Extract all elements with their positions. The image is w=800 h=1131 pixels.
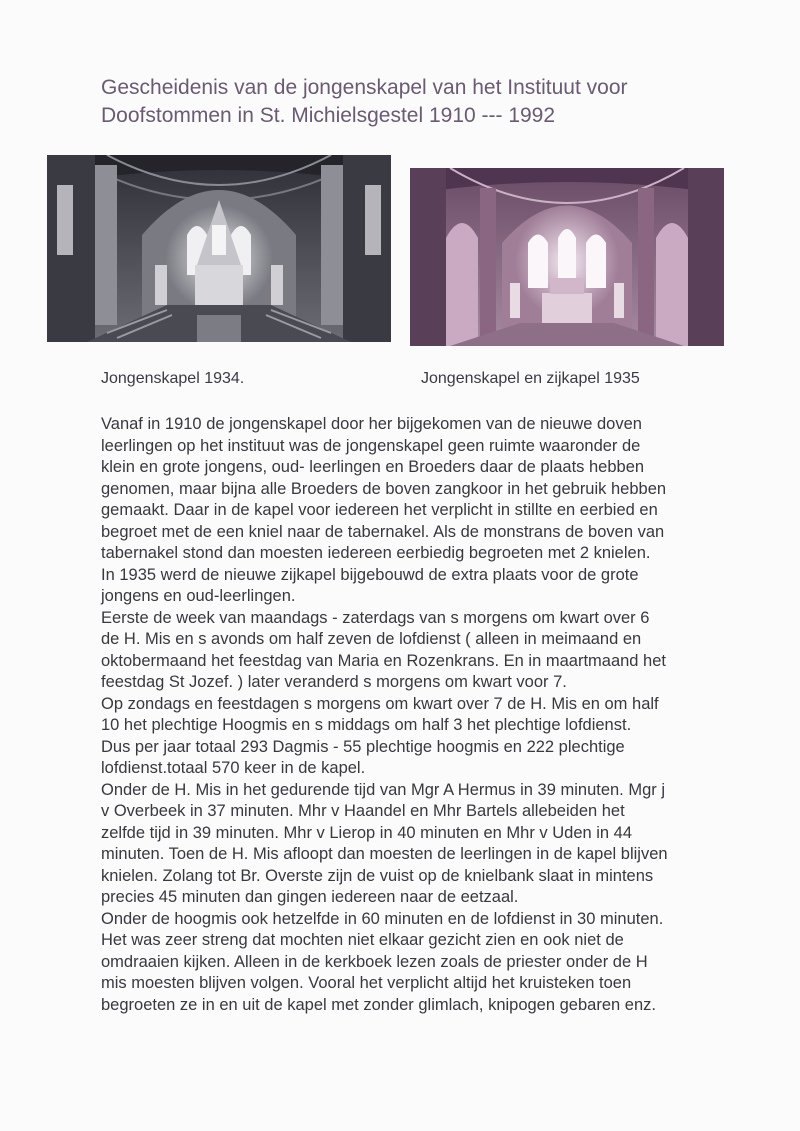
body-line: v Overbeek in 37 minuten. Mhr v Haandel en Mhr Bartels allebeiden het bbox=[101, 802, 625, 820]
body-line: In 1935 werd de nieuwe zijkapel bijgebouwd de extra plaats voor de grote bbox=[101, 565, 639, 584]
body-line: Onder de hoogmis ook hetzelfde in 60 minuten en de lofdienst in 30 minuten. bbox=[101, 909, 664, 928]
photo-caption-1935: Jongenskapel en zijkapel 1935 bbox=[421, 370, 640, 387]
body-text bbox=[101, 414, 781, 1016]
body-line: Eerste de week van maandags - zaterdags van s morgens om kwart over 6 bbox=[101, 608, 650, 627]
body-line: tabernakel stond dan moesten iedereen eerbiedig begroeten met 2 knielen. bbox=[101, 544, 651, 562]
body-line: klein en grote jongens, oud- leerlingen en Broeders daar de plaats hebben bbox=[101, 458, 645, 476]
photo-caption-1934: Jongenskapel 1934. bbox=[101, 370, 245, 387]
body-line: genomen, maar bijna alle Broeders de boven zangkoor in het gebruik hebben bbox=[101, 479, 667, 498]
title-line-1: Gescheidenis van de jongenskapel van het Instituut voor bbox=[101, 76, 628, 99]
chapel-photo-1934 bbox=[47, 155, 391, 342]
body-line: 10 het plechtige Hoogmis en s middags om half 3 het plechtige lofdienst. bbox=[101, 716, 632, 734]
body-line: oktobermaand het feestdag van Maria en Rozenkrans. En in maartmaand het bbox=[101, 651, 666, 670]
body-line: leerlingen op het instituut was de jongenskapel geen ruimte waaronder de bbox=[101, 436, 641, 455]
page-title bbox=[101, 74, 741, 130]
body-line: begroeten ze in en uit de kapel met zonder glimlach, knipogen gebaren enz. bbox=[101, 995, 656, 1014]
body-line: zelfde tijd in 39 minuten. Mhr v Lierop in 40 minuten en Mhr v Uden in 44 bbox=[101, 823, 633, 842]
chapel-interior-image bbox=[47, 155, 391, 342]
body-line: lofdienst.totaal 570 keer in de kapel. bbox=[101, 759, 366, 777]
body-line: mis moesten blijven volgen. Vooral het verplicht altijd het kruisteken toen bbox=[101, 974, 632, 992]
body-line: Vanaf in 1910 de jongenskapel door her bijgekomen van de nieuwe doven bbox=[101, 415, 642, 433]
body-line: Het was zeer streng dat mochten niet elkaar gezicht zien en ook niet de bbox=[101, 931, 624, 949]
body-line: Dus per jaar totaal 293 Dagmis - 55 plechtige hoogmis en 222 plechtige bbox=[101, 737, 625, 756]
body-line: minuten. Toen de H. Mis afloopt dan moesten de leerlingen in de kapel blijven bbox=[101, 845, 668, 863]
chapel-photo-1935 bbox=[410, 168, 724, 346]
body-line: precies 45 minuten dan gingen iedereen naar de eetzaal. bbox=[101, 888, 519, 906]
body-line: feestdag St Jozef. ) later veranderd s morgens om kwart voor 7. bbox=[101, 673, 567, 691]
title-line-2: Doofstommen in St. Michielsgestel 1910 --- 1992 bbox=[101, 104, 556, 127]
body-line: gemaakt. Daar in de kapel voor iedereen het verplicht in stillte en eerbied en bbox=[101, 501, 658, 519]
body-line: omdraaien kijken. Alleen in de kerkboek lezen zoals de priester onder de H bbox=[101, 952, 648, 971]
body-line: begroet met de een kniel naar de tabernakel. Als de monstrans de boven van bbox=[101, 522, 665, 541]
chapel-side-chapel-image bbox=[410, 168, 724, 346]
body-line: Onder de H. Mis in het gedurende tijd van Mgr A Hermus in 39 minuten. Mgr j bbox=[101, 780, 666, 799]
body-line: de H. Mis en s avonds om half zeven de lofdienst ( alleen in meimaand en bbox=[101, 630, 642, 648]
body-line: jongens en oud-leerlingen. bbox=[101, 587, 296, 605]
body-line: Op zondags en feestdagen s morgens om kwart over 7 de H. Mis en om half bbox=[101, 694, 659, 713]
body-line: knielen. Zolang tot Br. Overste zijn de vuist op de knielbank slaat in mintens bbox=[101, 866, 654, 885]
